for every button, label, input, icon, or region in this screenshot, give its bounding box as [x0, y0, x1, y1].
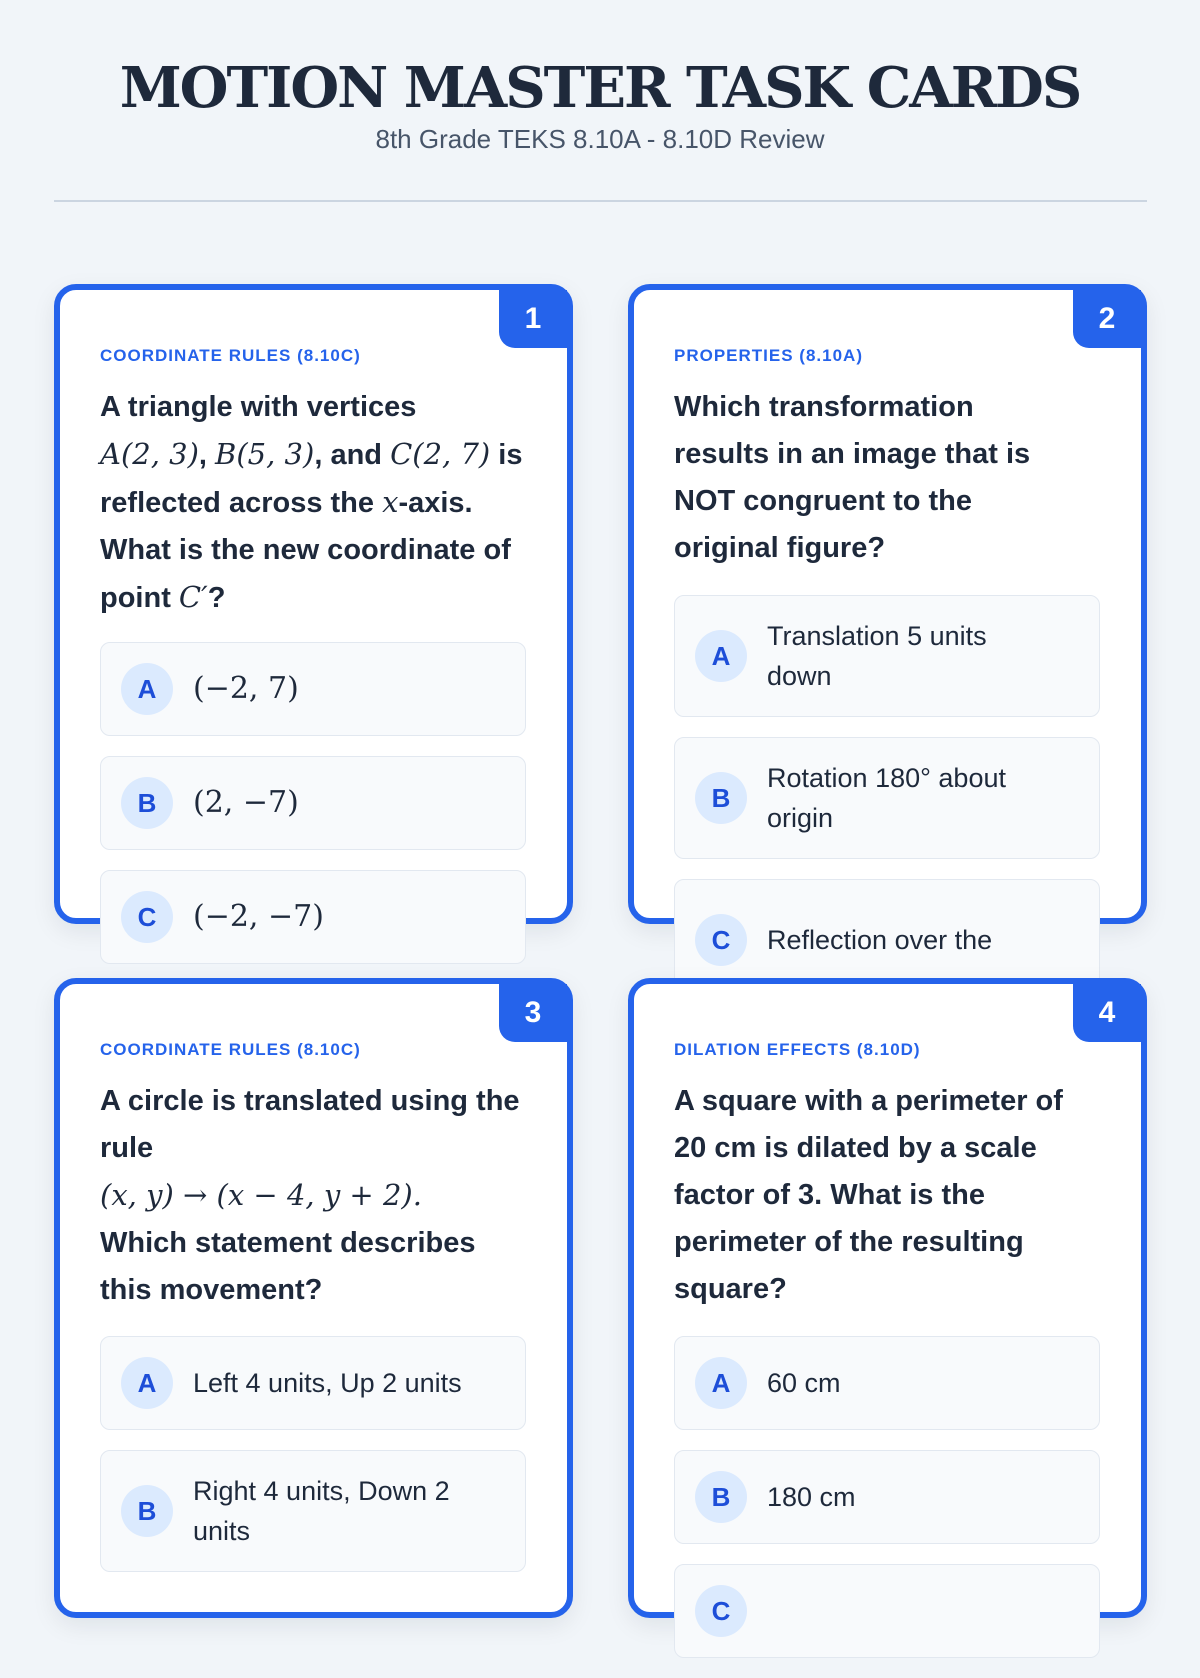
page-header	[0, 0, 1200, 155]
card-number-badge: 2	[1073, 290, 1141, 348]
option-text: (−2, 7)	[193, 671, 299, 706]
vertex-c: C(2, 7)	[390, 437, 491, 471]
option-letter: B	[695, 772, 747, 824]
option-letter: B	[121, 1485, 173, 1537]
card-category: DILATION EFFECTS (8.10D)	[674, 1040, 921, 1059]
answer-options	[674, 1336, 1100, 1678]
task-card-4	[628, 978, 1147, 1626]
answer-option-c[interactable]	[100, 870, 526, 964]
option-text: 180 cm	[767, 1482, 856, 1512]
vertex-b: B(5, 3)	[215, 437, 315, 471]
question-text: , and	[314, 439, 391, 471]
answer-option-b[interactable]	[674, 1450, 1100, 1544]
task-card-2	[628, 284, 1147, 955]
answer-option-b[interactable]	[100, 756, 526, 850]
answer-option-a[interactable]	[674, 595, 1100, 717]
option-text: 60 cm	[767, 1368, 841, 1398]
answer-options	[100, 1336, 526, 1592]
option-text: Right 4 units, Down 2 units	[193, 1476, 450, 1546]
question-text: A circle is translated using the rule	[100, 1085, 520, 1164]
question-text: -axis. What is the new coordinate of point	[100, 487, 511, 614]
option-letter: B	[121, 777, 173, 829]
option-text: Translation 5 units down	[767, 621, 987, 691]
task-card-3	[54, 978, 573, 1618]
option-text: Reflection over the	[767, 925, 993, 955]
question-text: Which statement describes this movement?	[100, 1227, 476, 1306]
answer-option-b[interactable]	[100, 1450, 526, 1572]
question-text: ?	[207, 582, 226, 614]
option-letter: A	[121, 1357, 173, 1409]
translation-rule: (x, y) → (x − 4, y + 2).	[100, 1178, 422, 1212]
card-category: COORDINATE RULES (8.10C)	[100, 346, 361, 365]
question-text: A triangle with vertices	[100, 391, 417, 423]
option-letter: A	[121, 663, 173, 715]
option-text: (−2, −7)	[193, 899, 324, 934]
answer-options	[674, 595, 1100, 1021]
option-letter: C	[695, 1585, 747, 1637]
point-c-prime: C′	[178, 580, 208, 614]
option-letter: B	[695, 1471, 747, 1523]
question-text: is reflected across the	[100, 439, 523, 519]
page-title: MOTION MASTER TASK CARDS	[119, 55, 1081, 121]
page-subtitle: 8th Grade TEKS 8.10A - 8.10D Review	[375, 124, 825, 154]
card-category: PROPERTIES (8.10A)	[674, 346, 863, 365]
option-letter: C	[121, 891, 173, 943]
option-text: (2, −7)	[193, 785, 299, 820]
answer-option-a[interactable]	[674, 1336, 1100, 1430]
card-question: Which transformation results in an image that is NOT congruent to the original figure?	[674, 391, 1031, 564]
axis-variable: x	[382, 485, 399, 519]
card-number-badge: 4	[1073, 984, 1141, 1042]
answer-option-a[interactable]	[100, 1336, 526, 1430]
question-text: ,	[198, 439, 216, 471]
option-text: Left 4 units, Up 2 units	[193, 1368, 462, 1398]
card-question: A square with a perimeter of 20 cm is dilated by a scale factor of 3. What is the perimeter of the resulting square?	[674, 1085, 1063, 1305]
answer-option-b[interactable]	[674, 737, 1100, 859]
card-category: COORDINATE RULES (8.10C)	[100, 1040, 361, 1059]
card-question	[100, 1078, 520, 1314]
option-letter: C	[695, 914, 747, 966]
option-letter: A	[695, 1357, 747, 1409]
answer-options	[100, 642, 526, 984]
header-divider	[54, 200, 1147, 202]
vertex-a: A(2, 3)	[100, 437, 199, 471]
option-text: Rotation 180° about origin	[767, 763, 1006, 833]
card-number-badge: 3	[499, 984, 567, 1042]
answer-option-a[interactable]	[100, 642, 526, 736]
card-question	[100, 384, 530, 622]
card-number-badge: 1	[499, 290, 567, 348]
task-card-1	[54, 284, 573, 934]
answer-option-c[interactable]	[674, 1564, 1100, 1658]
option-letter: A	[695, 630, 747, 682]
